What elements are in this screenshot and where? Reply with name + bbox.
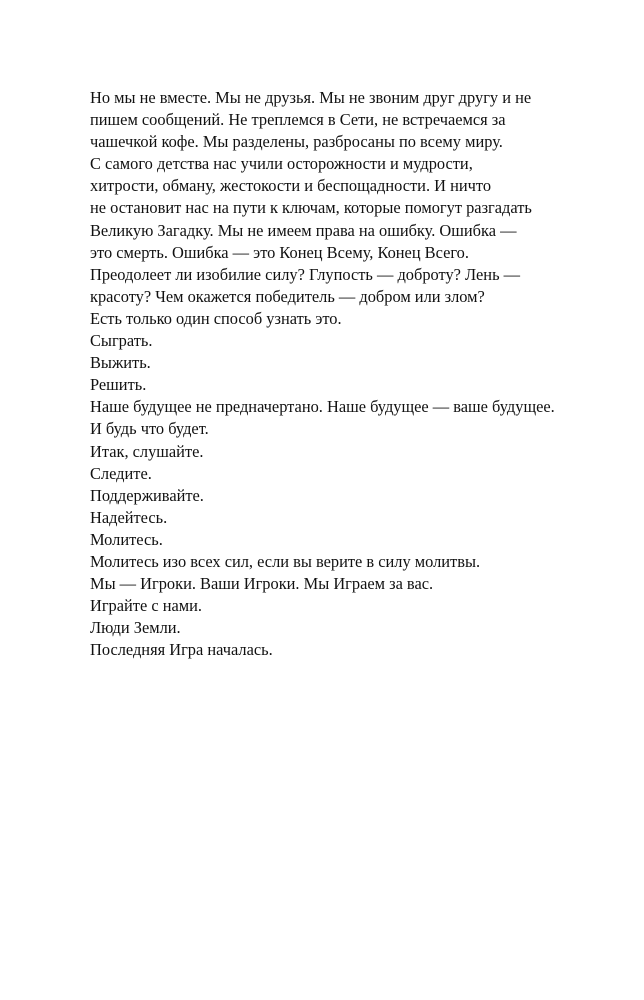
body-text [90, 87, 590, 661]
text-line: чашечкой кофе. Мы разделены, разбросаны по всему миру. [90, 132, 503, 152]
text-line: Преодолеет ли изобилие силу? Глупость — доброту? Лень — [90, 264, 521, 284]
text-line: Выжить. [90, 353, 151, 373]
text-line: Но мы не вместе. Мы не друзья. Мы не звоним друг другу и не [90, 88, 532, 107]
text-line: С самого детства нас учили осторожности и мудрости, [90, 154, 473, 174]
text-line: Есть только один способ узнать это. [90, 308, 342, 328]
text-line: пишем сообщений. Не треплемся в Сети, не встречаемся за [90, 110, 506, 130]
text-line: Надейтесь. [90, 507, 168, 527]
text-line: не остановит нас на пути к ключам, которые помогут разгадать [90, 198, 532, 218]
text-line: это смерть. Ошибка — это Конец Всему, Конец Всего. [90, 242, 469, 262]
text-line: Молитесь. [90, 529, 163, 549]
text-line: Наше будущее не предначертано. Наше будущее — ваше будущее. [90, 397, 555, 417]
text-line: красоту? Чем окажется победитель — добром или злом? [90, 286, 485, 306]
text-line: хитрости, обману, жестокости и беспощадности. И ничто [90, 176, 492, 196]
text-line: Играйте с нами. [90, 596, 202, 616]
text-line: И будь что будет. [90, 419, 209, 439]
text-line: Сыграть. [90, 331, 153, 351]
text-line: Следите. [90, 463, 152, 483]
text-line: Мы — Игроки. Ваши Игроки. Мы Играем за вас. [90, 574, 434, 594]
text-line: Поддерживайте. [90, 485, 204, 505]
text-line: Решить. [90, 375, 147, 395]
text-line: Последняя Игра началась. [90, 640, 273, 660]
text-line: Люди Земли. [90, 618, 181, 638]
text-line: Великую Загадку. Мы не имеем права на ошибку. Ошибка — [90, 220, 517, 240]
text-line: Молитесь изо всех сил, если вы верите в силу молитвы. [90, 551, 481, 571]
text-line: Итак, слушайте. [90, 441, 204, 461]
